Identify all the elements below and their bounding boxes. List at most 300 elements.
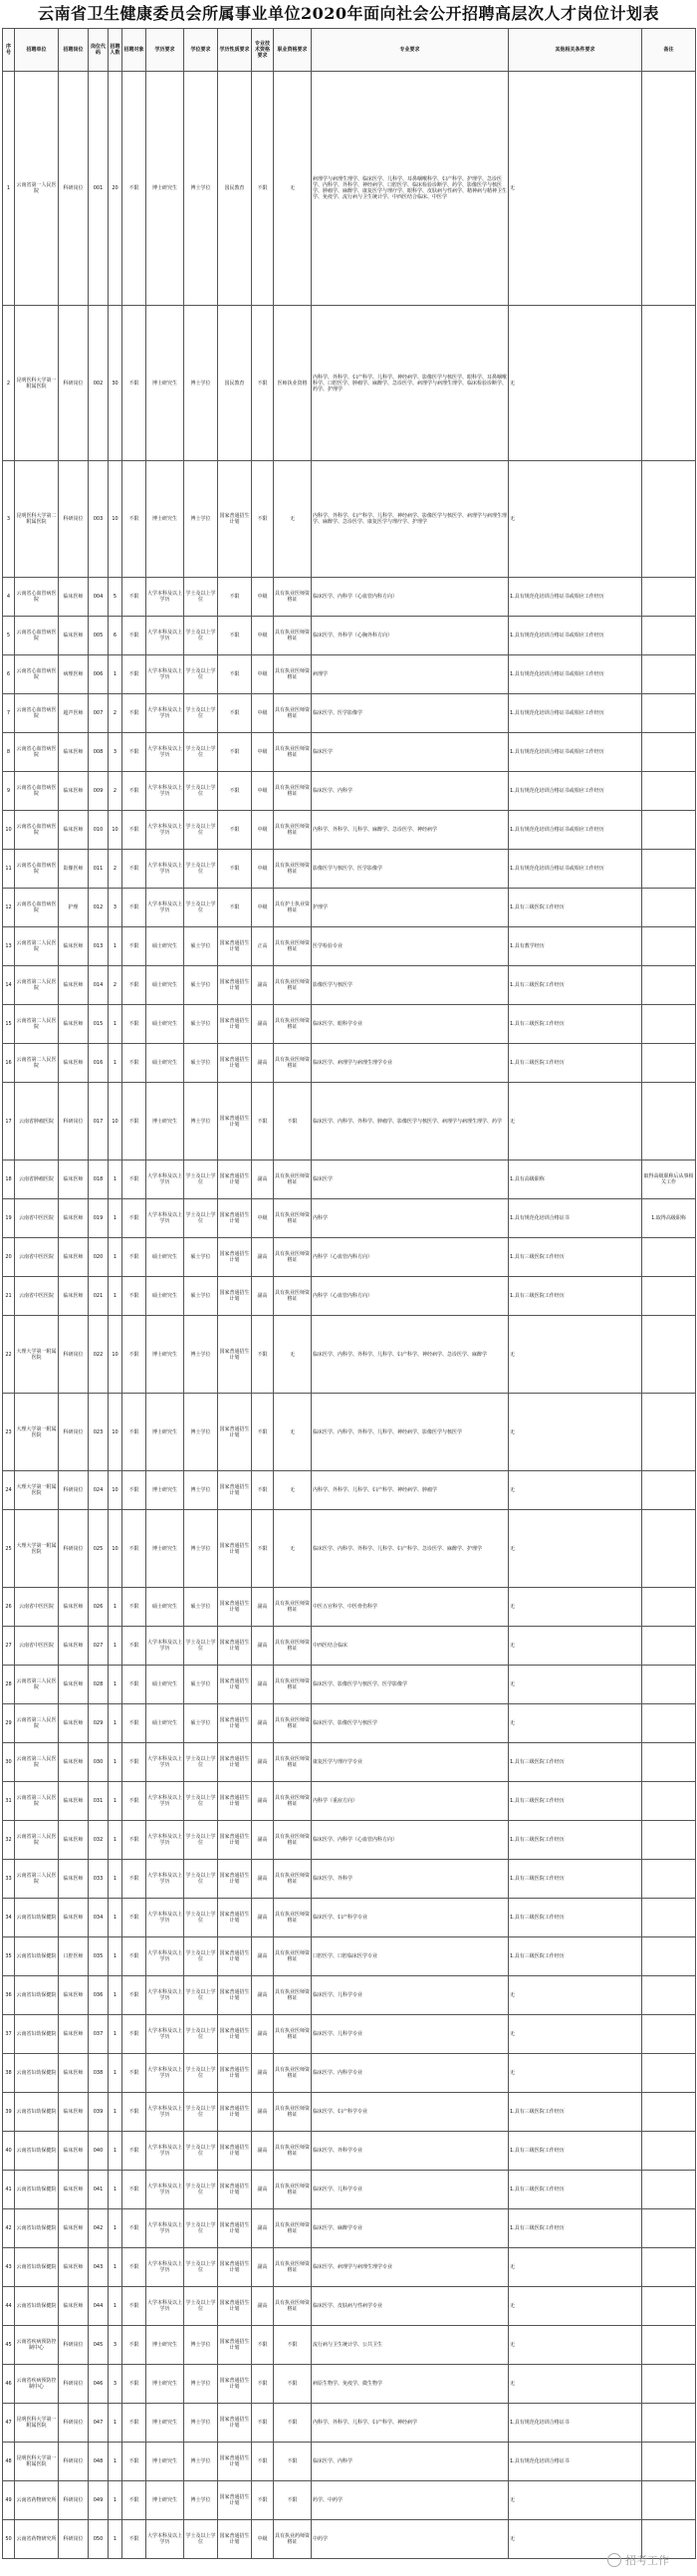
table-cell: 009 [89,772,109,811]
table-cell: 云南省第三人民医院 [15,1704,59,1743]
table-cell: 1.具有三级医院工作经历 [509,1860,642,1899]
table-cell: 032 [89,1821,109,1860]
table-cell: 不限 [122,2015,146,2054]
table-cell: 003 [89,461,109,578]
table-cell: 1.具有三级医院工作经历 [509,966,642,1005]
table-cell: 云南省中医医院 [15,1199,59,1238]
table-row [3,617,696,655]
table-cell: 国家普通招生计划 [218,1899,252,1937]
table-cell: 国家普通招生计划 [218,1782,252,1821]
table-cell: 中级 [252,733,274,772]
table-cell: 不限 [122,2054,146,2093]
table-cell: 无 [274,72,312,306]
table-cell: 中药学 [312,2520,509,2559]
table-cell: 大学本科及以上学历 [146,772,184,811]
table-cell: 博士研究生 [146,1394,184,1471]
table-cell: 云南省妇幼保健院 [15,1937,59,1976]
table-cell: 国民教育 [218,306,252,461]
table-cell: 国家普通招生计划 [218,1160,252,1199]
table-cell: 不限 [274,2326,312,2365]
table-cell: 043 [89,2248,109,2287]
table-cell: 临床医师 [59,1704,89,1743]
table-cell: 临床医师 [59,1277,89,1316]
table-cell: 博士研究生 [146,306,184,461]
table-cell: 大学本科及以上学历 [146,655,184,694]
table-cell: 大学本科及以上学历 [146,733,184,772]
table-cell: 大学本科及以上学历 [146,1937,184,1976]
table-row [3,889,696,927]
table-cell: 临床医学、妇产科学专业 [312,1899,509,1937]
table-cell: 1 [109,655,122,694]
table-cell [642,617,696,655]
table-cell: 学士及以上学位 [184,811,218,850]
table-cell: 10 [109,1394,122,1471]
table-cell: 10 [109,811,122,850]
table-cell: 047 [89,2404,109,2443]
table-cell: 临床医师 [59,2015,89,2054]
table-cell [642,1277,696,1316]
table-cell: 034 [89,1899,109,1937]
table-row [3,1199,696,1238]
table-cell: 内科学、外科学、妇产科学、儿科学、神经病学、影像医学与核医学、病理学与病理生理学、麻醉学、急诊医学、康复医学与理疗学、护理学 [312,461,509,578]
table-cell: 博士学位 [184,1316,218,1394]
table-cell: 大理大学第一附属医院 [15,1510,59,1588]
table-cell: 云南省妇幼保健院 [15,2015,59,2054]
table-cell [642,2404,696,2443]
table-cell: 010 [89,811,109,850]
table-cell: 不限 [122,617,146,655]
table-cell: 临床医师 [59,2209,89,2248]
table-cell: 不限 [122,2132,146,2171]
table-cell: 不限 [122,2365,146,2404]
table-cell: 具有执业医师资格证 [274,2093,312,2132]
table-cell: 国家普通招生计划 [218,1199,252,1238]
table-cell: 国家普通招生计划 [218,2365,252,2404]
table-cell: 大学本科及以上学历 [146,850,184,889]
table-cell: 科研岗位 [59,1510,89,1588]
table-cell: 33 [3,1860,15,1899]
table-cell: 学士及以上学位 [184,578,218,617]
table-cell: 不限 [218,655,252,694]
table-cell: 云南省疾病预防控制中心 [15,2365,59,2404]
table-cell: 中级 [252,889,274,927]
table-cell: 1 [109,927,122,966]
table-cell: 041 [89,2171,109,2209]
table-cell: 临床医师 [59,1976,89,2015]
table-cell: 不限 [218,889,252,927]
table-cell: 19 [3,1199,15,1238]
table-cell: 云南省妇幼保健院 [15,1976,59,2015]
table-cell: 临床医学、皮肤病与性病学专业 [312,2287,509,2326]
table-cell: 学士及以上学位 [184,733,218,772]
table-cell: 临床医学、外科学 [312,1860,509,1899]
table-row [3,2404,696,2443]
table-cell: 1 [109,1937,122,1976]
table-cell: 1 [109,1238,122,1277]
table-cell: 3 [3,461,15,578]
table-cell: 028 [89,1666,109,1704]
table-cell: 1 [109,1704,122,1743]
table-cell: 无 [509,2054,642,2093]
table-cell: 国家普通招生计划 [218,1704,252,1743]
table-cell: 不限 [122,2287,146,2326]
table-cell: 1 [109,1588,122,1627]
table-cell: 048 [89,2443,109,2481]
table-cell: 国家普通招生计划 [218,2481,252,2520]
table-cell [642,2132,696,2171]
table-cell: 学士及以上学位 [184,1160,218,1199]
table-cell: 云南省妇幼保健院 [15,2093,59,2132]
table-cell: 病理学 [312,655,509,694]
table-cell: 不限 [122,1782,146,1821]
table-cell [642,1899,696,1937]
table-cell: 17 [3,1083,15,1160]
table-row [3,850,696,889]
table-cell: 2 [109,850,122,889]
table-cell: 不限 [122,2520,146,2559]
table-cell: 副高 [252,2248,274,2287]
table-cell: 大学本科及以上学历 [146,1627,184,1666]
table-cell: 中医五官科学、中医骨伤科学 [312,1588,509,1627]
header-cell: 招聘对象 [122,29,146,72]
table-cell: 不限 [122,2093,146,2132]
table-cell: 影像医学与核医学 [312,966,509,1005]
table-row [3,1860,696,1899]
table-cell: 不限 [122,1666,146,1704]
table-cell: 副高 [252,1860,274,1899]
table-cell: 12 [3,889,15,927]
table-cell: 不限 [122,2326,146,2365]
table-cell: 1.具有三级医院工作经历 [509,1899,642,1937]
table-cell: 21 [3,1277,15,1316]
table-cell: 027 [89,1627,109,1666]
table-cell: 43 [3,2248,15,2287]
table-cell: 1 [109,1044,122,1083]
table-cell: 1 [109,2248,122,2287]
header-cell: 招聘岗位 [59,29,89,72]
table-cell: 无 [509,2287,642,2326]
table-cell: 不限 [122,1005,146,1044]
table-cell: 副高 [252,1666,274,1704]
table-cell: 具有执业医师资格证 [274,1588,312,1627]
table-cell: 国家普通招生计划 [218,1316,252,1394]
table-cell: 无 [509,2326,642,2365]
table-cell: 不限 [274,2365,312,2404]
table-cell: 云南省心血管病医院 [15,811,59,850]
table-cell: 2 [109,694,122,733]
table-cell: 云南省心血管病医院 [15,655,59,694]
table-cell: 硕士学位 [184,1044,218,1083]
table-cell: 大学本科及以上学历 [146,2054,184,2093]
table-cell: 学士及以上学位 [184,2287,218,2326]
table-cell: 科研岗位 [59,72,89,306]
table-cell: 1 [109,2287,122,2326]
table-cell: 学士及以上学位 [184,1199,218,1238]
table-cell: 不限 [122,850,146,889]
table-cell: 临床医师 [59,733,89,772]
table-cell: 36 [3,1976,15,2015]
table-cell: 1 [109,2209,122,2248]
table-cell: 具有执业医师资格证 [274,772,312,811]
table-row [3,1627,696,1666]
table-cell: 24 [3,1471,15,1510]
table-row [3,1160,696,1199]
table-cell: 不限 [122,578,146,617]
table-row [3,2326,696,2365]
table-cell: 005 [89,617,109,655]
table-row [3,694,696,733]
table-cell: 临床医学、医学影像学 [312,694,509,733]
table-cell: 1.具有三级医院工作经历 [509,1005,642,1044]
table-cell: 科研岗位 [59,1316,89,1394]
table-row [3,2443,696,2481]
table-cell: 临床医师 [59,772,89,811]
table-cell: 云南省肿瘤医院 [15,1160,59,1199]
table-cell: 无 [509,1704,642,1743]
table-cell: 具有执业药师资格证 [274,2520,312,2559]
table-cell: 副高 [252,2132,274,2171]
table-cell: 2 [109,772,122,811]
table-cell: 不限 [252,1471,274,1510]
table-cell: 学士及以上学位 [184,2015,218,2054]
table-cell: 临床医学、妇产科学专业 [312,2093,509,2132]
table-cell: 博士学位 [184,2326,218,2365]
table-cell [642,1510,696,1588]
header-cell: 招聘人数 [109,29,122,72]
table-cell: 医学检验专业 [312,927,509,966]
table-cell: 昆明医科大学第一附属医院 [15,2404,59,2443]
table-cell: 云南省第三人民医院 [15,1821,59,1860]
table-cell: 002 [89,306,109,461]
table-cell: 007 [89,694,109,733]
table-cell: 具有执业医师资格证 [274,927,312,966]
table-cell [642,772,696,811]
table-cell: 不限 [122,2248,146,2287]
table-cell: 无 [509,2365,642,2404]
table-cell: 临床医学、内科学、外科学、肿瘤学、影像医学与核医学、病理学与病理生理学、药学 [312,1083,509,1160]
table-cell: 不限 [122,1471,146,1510]
table-cell [642,2054,696,2093]
table-cell: 云南省妇幼保健院 [15,2248,59,2287]
table-cell: 不限 [122,1976,146,2015]
table-cell: 大学本科及以上学历 [146,578,184,617]
table-cell: 临床医师 [59,2132,89,2171]
table-cell: 不限 [218,578,252,617]
table-cell: 中级 [252,655,274,694]
table-row [3,1005,696,1044]
table-cell: 云南省第三人民医院 [15,1782,59,1821]
table-row [3,1083,696,1160]
table-cell: 临床医师 [59,1160,89,1199]
table-cell: 大学本科及以上学历 [146,2209,184,2248]
table-cell: 1.具有三级医院工作经历 [509,1044,642,1083]
table-cell: 临床医师 [59,1743,89,1782]
table-cell: 国家普通招生计划 [218,1471,252,1510]
table-cell: 临床医师 [59,617,89,655]
table-cell: 不限 [122,1083,146,1160]
table-cell: 29 [3,1704,15,1743]
table-cell: 临床医师 [59,2248,89,2287]
table-cell: 护理学 [312,889,509,927]
table-cell: 具有执业医师资格证 [274,2209,312,2248]
table-cell: 云南省第三人民医院 [15,1860,59,1899]
table-cell: 临床医师 [59,2054,89,2093]
table-cell: 1 [109,2093,122,2132]
table-cell [642,733,696,772]
table-cell: 35 [3,1937,15,1976]
table-cell: 中级 [252,2520,274,2559]
table-cell: 国家普通招生计划 [218,2054,252,2093]
table-cell: 1 [109,2404,122,2443]
table-cell: 临床医师 [59,1860,89,1899]
table-cell: 不限 [252,1316,274,1394]
table-cell: 国家普通招生计划 [218,1860,252,1899]
table-cell: 无 [509,2248,642,2287]
table-cell: 无 [509,1394,642,1471]
table-cell: 临床医学、内科学（心血管内科方向） [312,578,509,617]
table-cell: 1 [109,1743,122,1782]
table-row [3,1394,696,1471]
table-cell: 国家普通招生计划 [218,2209,252,2248]
table-cell: 内科学（心血管内科方向） [312,1277,509,1316]
table-cell: 具有执业医师资格证 [274,1277,312,1316]
table-cell [642,1627,696,1666]
table-cell: 云南省疾病预防控制中心 [15,2326,59,2365]
table-cell: 中级 [252,1199,274,1238]
table-cell: 昆明医科大学第一附属医院 [15,306,59,461]
table-cell: 学士及以上学位 [184,694,218,733]
table-cell: 云南省肿瘤医院 [15,1083,59,1160]
table-cell: 学士及以上学位 [184,1743,218,1782]
table-cell: 不限 [122,889,146,927]
table-cell: 46 [3,2365,15,2404]
table-cell: 国民教育 [218,72,252,306]
table-cell: 020 [89,1238,109,1277]
table-cell: 47 [3,2404,15,2443]
table-cell: 学士及以上学位 [184,1899,218,1937]
table-cell: 副高 [252,1821,274,1860]
table-cell: 具有执业医师资格证 [274,1238,312,1277]
table-cell: 30 [109,306,122,461]
table-cell: 大学本科及以上学历 [146,811,184,850]
table-cell: 1 [109,1199,122,1238]
table-cell: 国家普通招生计划 [218,1627,252,1666]
table-cell [642,1937,696,1976]
table-cell: 学士及以上学位 [184,1782,218,1821]
table-cell: 具有执业医师资格证 [274,1666,312,1704]
table-cell: 不限 [122,1510,146,1588]
table-cell: 硕士学位 [184,1238,218,1277]
table-cell: 科研岗位 [59,2404,89,2443]
table-cell: 临床医学、儿科学专业 [312,1976,509,2015]
table-cell: 大学本科及以上学历 [146,889,184,927]
table-cell [642,1238,696,1277]
table-header [3,29,696,72]
table-cell: 云南省中医医院 [15,1277,59,1316]
table-cell: 博士学位 [184,1471,218,1510]
table-cell: 博士学位 [184,306,218,461]
table-cell: 1 [109,1277,122,1316]
table-cell: 副高 [252,1976,274,2015]
table-cell: 科研岗位 [59,2443,89,2481]
table-cell: 国家普通招生计划 [218,2443,252,2481]
table-cell: 昆明医科大学第二附属医院 [15,461,59,578]
table-cell: 副高 [252,2054,274,2093]
table-cell: 博士学位 [184,2365,218,2404]
table-cell: 博士学位 [184,2443,218,2481]
table-cell: 不限 [122,1743,146,1782]
table-cell: 云南省心血管病医院 [15,772,59,811]
table-cell: 44 [3,2287,15,2326]
table-row [3,2481,696,2520]
table-cell: 1.具有三级医院工作经历 [509,2209,642,2248]
table-cell: 国家普通招生计划 [218,2248,252,2287]
table-cell: 国家普通招生计划 [218,1394,252,1471]
table-cell: 副高 [252,2093,274,2132]
table-cell: 影像医学与核医学、医学影像学 [312,850,509,889]
table-cell: 副高 [252,1044,274,1083]
table-cell: 不限 [252,2404,274,2443]
table-cell: 不限 [252,2481,274,2520]
table-cell: 学士及以上学位 [184,850,218,889]
table-row [3,2132,696,2171]
table-cell: 口腔医学、口腔临床医学专业 [312,1937,509,1976]
table-cell: 1.具有规范化培训合格证书 [509,1199,642,1238]
table-cell: 具有执业医师资格证 [274,655,312,694]
table-cell: 临床医师 [59,2093,89,2132]
table-cell [642,966,696,1005]
table-cell: 1.具有三级医院工作经历 [509,2171,642,2209]
table-cell: 临床医学、麻醉学专业 [312,2209,509,2248]
table-cell: 042 [89,2209,109,2248]
table-cell: 博士学位 [184,72,218,306]
table-cell: 科研岗位 [59,2365,89,2404]
table-cell: 不限 [122,1821,146,1860]
table-cell: 学士及以上学位 [184,655,218,694]
table-cell: 1 [109,1160,122,1199]
table-cell: 不限 [274,2443,312,2481]
table-cell: 大学本科及以上学历 [146,2520,184,2559]
table-row [3,772,696,811]
table-cell: 临床医师 [59,1588,89,1627]
table-cell: 云南省中医医院 [15,1588,59,1627]
table-cell: 10 [109,1316,122,1394]
header-cell: 岗位代码 [89,29,109,72]
table-cell: 大理大学第一附属医院 [15,1394,59,1471]
table-cell: 临床医师 [59,1627,89,1666]
table-cell: 不限 [122,1899,146,1937]
table-cell: 无 [509,1666,642,1704]
table-cell: 具有执业医师资格证 [274,1627,312,1666]
table-cell: 不限 [122,461,146,578]
table-cell: 大学本科及以上学历 [146,2132,184,2171]
table-cell: 博士学位 [184,1083,218,1160]
table-cell: 学士及以上学位 [184,1627,218,1666]
table-cell: 1 [109,2520,122,2559]
table-cell: 硕士研究生 [146,1704,184,1743]
table-row [3,1588,696,1627]
table-row [3,2171,696,2209]
table-cell: 1 [109,2015,122,2054]
table-cell: 15 [3,1005,15,1044]
table-cell: 1.具有规范化培训合格证书或相应工作经历 [509,850,642,889]
table-cell: 口腔医师 [59,1937,89,1976]
table-cell: 无 [509,461,642,578]
table-cell: 内科学、外科学、儿科学、麻醉学、急诊医学、神经病学 [312,811,509,850]
table-row [3,2287,696,2326]
table-cell: 不限 [122,772,146,811]
table-cell: 国家普通招生计划 [218,1937,252,1976]
